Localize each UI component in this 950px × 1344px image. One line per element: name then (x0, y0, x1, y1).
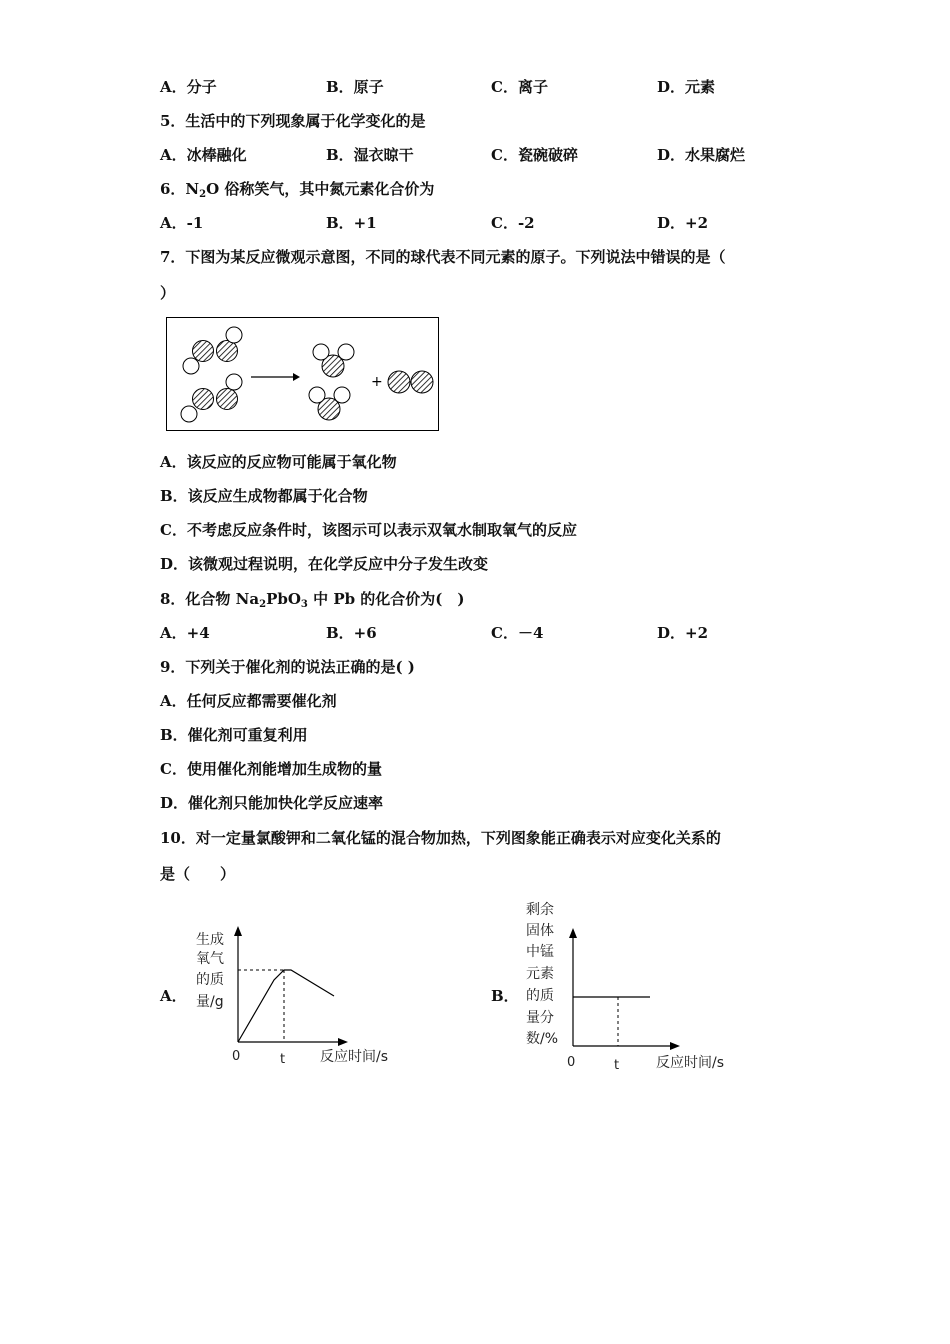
graph-a-origin: 0 (232, 1049, 241, 1064)
q9-option-b[interactable]: B．催化剂可重复利用 (160, 726, 308, 744)
graph-a-curve (238, 970, 334, 1042)
q7-option-a[interactable]: A．该反应的反应物可能属于氧化物 (160, 453, 397, 471)
graph-a-y-arrow-icon (234, 926, 242, 936)
reaction-diagram-svg (167, 318, 438, 430)
product-molecule-2 (309, 387, 350, 420)
q7-stem-line2: ） (160, 284, 176, 302)
reactant-molecule-2 (181, 374, 242, 422)
q6-option-c[interactable]: C．-2 (491, 214, 535, 232)
reactant-molecule-1 (183, 327, 242, 374)
q9-option-c[interactable]: C．使用催化剂能增加生成物的量 (160, 760, 382, 778)
q7-option-d[interactable]: D．该微观过程说明，在化学反应中分子发生改变 (160, 555, 489, 573)
graph-b-ylabel-3: 中锰 (526, 944, 554, 960)
graph-b-ylabel-5: 的质 (526, 988, 554, 1004)
q10-stem-line2: 是（ ） (160, 865, 236, 883)
q6-stem-prefix: 6．N (160, 180, 200, 198)
graph-b-ylabel-1: 剩余 (526, 902, 554, 918)
q8-stem-c: 中 Pb 的化合价为( ) (307, 590, 465, 608)
graph-b-ylabel-7: 数/% (526, 1031, 559, 1047)
q6-stem-suffix: O 俗称笑气，其中氮元素化合价为 (206, 180, 435, 198)
q4-option-a[interactable]: A．分子 (160, 78, 217, 96)
q5-option-b[interactable]: B．湿衣晾干 (326, 146, 414, 164)
q10-stem-line1: 10．对一定量氯酸钾和二氧化锰的混合物加热，下列图象能正确表示对应变化关系的 (160, 829, 721, 847)
q8-stem-a: 8．化合物 Na (160, 590, 260, 608)
graph-a-ylabel-1: 生成 (196, 932, 224, 948)
graph-a-ylabel-2: 氧气 (196, 951, 224, 967)
q5-stem: 5．生活中的下列现象属于化学变化的是 (160, 112, 426, 130)
q8-option-a[interactable]: A．+4 (160, 624, 210, 642)
graph-b-ylabel-2: 固体 (526, 923, 554, 939)
q6-option-d[interactable]: D．+2 (657, 214, 709, 232)
graph-b-xlabel: 反应时间/s (656, 1055, 725, 1071)
q6-option-b[interactable]: B．+1 (326, 214, 377, 232)
q4-option-b[interactable]: B．原子 (326, 78, 384, 96)
q10-option-b[interactable]: B． (491, 987, 519, 1005)
q8-option-c[interactable]: C．－4 (491, 624, 544, 642)
graph-a-ylabel-3: 的质 (196, 972, 224, 988)
graph-b-y-arrow-icon (569, 928, 577, 938)
reaction-diagram (166, 317, 439, 431)
q7-option-b[interactable]: B．该反应生成物都属于化合物 (160, 487, 368, 505)
q8-stem-b: PbO (266, 590, 301, 608)
graph-a-ylabel-4: 量/g (196, 994, 224, 1010)
plus-sign: + (371, 374, 383, 390)
q9-option-d[interactable]: D．催化剂只能加快化学反应速率 (160, 794, 384, 812)
q10-option-a[interactable]: A． (160, 987, 187, 1005)
q6-option-a[interactable]: A．-1 (160, 214, 204, 232)
graph-a-xlabel: 反应时间/s (320, 1049, 389, 1065)
graph-b-x-arrow-icon (670, 1042, 680, 1050)
q5-option-a[interactable]: A．冰棒融化 (160, 146, 247, 164)
q8-option-d[interactable]: D．+2 (657, 624, 709, 642)
q5-option-d[interactable]: D．水果腐烂 (657, 146, 746, 164)
graph-b-ylabel-4: 元素 (526, 966, 554, 982)
graph-a-x-arrow-icon (338, 1038, 348, 1046)
graph-a-t-tick: t (280, 1052, 286, 1067)
q7-option-c[interactable]: C．不考虑反应条件时，该图示可以表示双氧水制取氧气的反应 (160, 521, 577, 539)
q8-option-b[interactable]: B．+6 (326, 624, 377, 642)
graph-b (560, 922, 690, 1052)
q9-option-a[interactable]: A．任何反应都需要催化剂 (160, 692, 337, 710)
q6-stem-sub: 2 (199, 189, 207, 200)
q8-stem (160, 589, 465, 615)
q7-stem-line1: 7．下图为某反应微观示意图，不同的球代表不同元素的原子。下列说法中错误的是（ (160, 248, 726, 266)
product-molecule-3 (388, 371, 433, 393)
product-molecule-1 (313, 344, 354, 377)
q4-option-c[interactable]: C．离子 (491, 78, 548, 96)
graph-b-ylabel-6: 量分 (526, 1010, 554, 1026)
reaction-arrow-icon (251, 373, 300, 381)
q8-sub2: 3 (300, 599, 308, 610)
graph-b-t-tick: t (614, 1058, 620, 1073)
q6-stem (160, 179, 434, 205)
q4-option-d[interactable]: D．元素 (657, 78, 716, 96)
q8-sub1: 2 (259, 599, 267, 610)
q9-stem: 9．下列关于催化剂的说法正确的是( ) (160, 658, 415, 676)
graph-b-origin: 0 (567, 1055, 576, 1070)
q5-option-c[interactable]: C．瓷碗破碎 (491, 146, 578, 164)
graph-a (228, 920, 358, 1050)
